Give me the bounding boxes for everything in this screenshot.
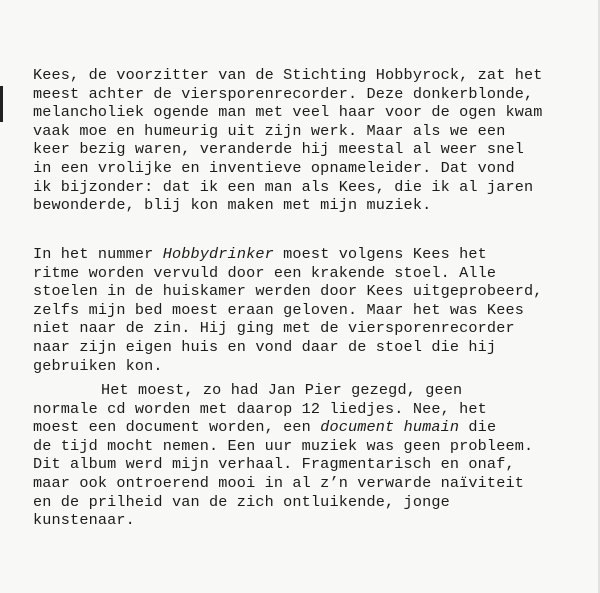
text-segment: naar zijn eigen huis en vond daar de stoel die hij <box>33 337 497 356</box>
text-segment: de tijd mocht nemen. Een uur muziek was geen probleem. <box>33 436 534 455</box>
text-line <box>33 122 573 141</box>
text-line <box>33 264 573 283</box>
text-line <box>33 437 573 456</box>
text-segment: keer bezig waren, veranderde hij meestal al weer snel <box>33 140 524 159</box>
text-segment: bewonderde, blij kon maken met mijn muziek. <box>33 196 432 215</box>
text-segment: die <box>459 418 497 437</box>
text-segment: maar ook ontroerend mooi in al z’n verwarde naïviteit <box>33 473 524 492</box>
text-line <box>33 85 573 104</box>
text-segment: normale cd worden met daarop 12 liedjes. Nee, het <box>33 399 487 418</box>
text-segment: ritme worden vervuld door een krakende stoel. Alle <box>33 263 497 282</box>
text-line <box>33 301 573 320</box>
text-line <box>33 418 573 437</box>
text-line <box>33 474 573 493</box>
text-line <box>33 66 573 85</box>
text-segment: moest een document worden, een <box>33 418 321 437</box>
text-segment: stoelen in de huiskamer werden door Kees uitgeprobeerd, <box>33 282 543 301</box>
text-line <box>33 319 573 338</box>
text-line <box>33 338 573 357</box>
text-line <box>33 178 573 197</box>
text-line <box>33 282 573 301</box>
paragraph-2 <box>33 245 573 375</box>
text-segment: meest achter de viersporenrecorder. Deze donkerblonde, <box>33 84 534 103</box>
text-segment: vaak moe en humeurig uit zijn werk. Maar als we een <box>33 121 506 140</box>
text-segment: Dit album werd mijn verhaal. Fragmentarisch en onaf, <box>33 455 515 474</box>
italic-title: Hobbydrinker <box>162 245 274 263</box>
text-line <box>33 400 573 419</box>
text-segment: Het moest, zo had Jan Pier gezegd, geen <box>101 381 463 399</box>
text-line <box>33 381 573 400</box>
text-line <box>33 245 573 264</box>
text-segment: kunstenaar. <box>33 511 135 530</box>
text-line <box>33 455 573 474</box>
italic-title: document humain <box>320 418 460 437</box>
text-line <box>33 159 573 178</box>
scan-edge-mark <box>0 86 3 122</box>
text-segment: in een vrolijke en inventieve opnameleider. Dat vond <box>33 158 515 177</box>
text-segment: en de prilheid van de zich ontluikende, jonge <box>33 492 450 511</box>
text-line <box>33 196 573 215</box>
paragraph-1 <box>33 66 573 215</box>
text-segment: melancholiek ogende man met veel haar voor de ogen kwam <box>33 103 543 122</box>
text-segment: niet naar de zin. Hij ging met de viersporenrecorder <box>33 319 515 338</box>
text-line <box>33 140 573 159</box>
text-segment: Kees, de voorzitter van de Stichting Hobbyrock, zat het <box>33 66 543 84</box>
text-segment: In het nummer <box>33 245 163 263</box>
text-segment: moest volgens Kees het <box>273 245 487 263</box>
text-line <box>33 357 573 376</box>
text-segment: ik bijzonder: dat ik een man als Kees, die ik al jaren <box>33 177 534 196</box>
text-line <box>33 493 573 512</box>
text-line <box>33 511 573 530</box>
paragraph-3 <box>33 381 573 530</box>
text-segment: gebruiken kon. <box>33 356 163 375</box>
text-segment: zelfs mijn bed moest eraan geloven. Maar het was Kees <box>33 300 524 319</box>
text-line <box>33 103 573 122</box>
